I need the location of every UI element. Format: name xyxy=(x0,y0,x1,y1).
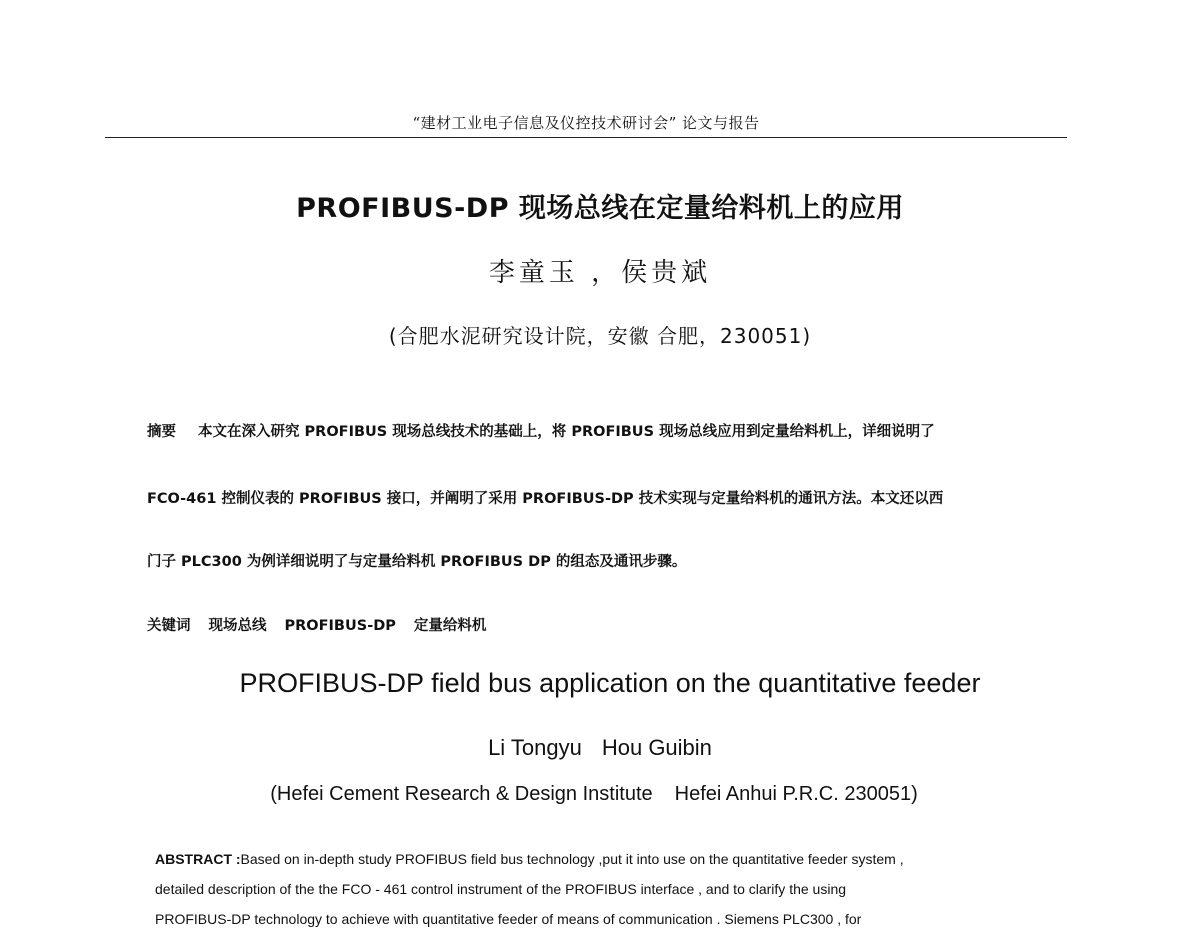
english-abstract-line-2: detailed description of the the FCO - 461 control instrument of the PROFIBUS interface , and to clarify the using xyxy=(155,881,847,897)
english-abstract-label: ABSTRACT : xyxy=(155,851,241,867)
author: Li Tongyu xyxy=(488,735,582,760)
author: Hou Guibin xyxy=(601,735,712,760)
abstract-text: 本文在深入研究 PROFIBUS 现场总线技术的基础上，将 PROFIBUS 现场总线应用到定量给料机上，详细说明了 xyxy=(198,424,935,440)
chinese-abstract-line-1 xyxy=(147,420,1087,441)
keyword: 现场总线 xyxy=(208,618,267,634)
chinese-abstract-line-2: FCO-461 控制仪表的 PROFIBUS 接口，并阐明了采用 PROFIBUS-DP 技术实现与定量给料机的通讯方法。本文还以西 xyxy=(147,491,944,507)
header-rule xyxy=(105,137,1067,138)
keyword: PROFIBUS-DP xyxy=(284,618,396,634)
affiliation-part: Hefei Anhui P.R.C. 230051) xyxy=(674,783,918,805)
running-header: “建材工业电子信息及仪控技术研讨会” 论文与报告 xyxy=(412,114,760,132)
abstract-label: 摘要 xyxy=(147,424,176,440)
english-abstract-line-3: PROFIBUS-DP technology to achieve with quantitative feeder of means of communication . Siemens PLC300 , for xyxy=(155,911,862,927)
keyword: 定量给料机 xyxy=(413,618,487,634)
english-authors xyxy=(0,735,1200,761)
english-affiliation xyxy=(0,783,1188,806)
english-abstract-line-1 xyxy=(155,851,1055,867)
english-abstract-text: Based on in-depth study PROFIBUS field bus technology ,put it into use on the quantitative feeder system , xyxy=(240,851,904,867)
chinese-abstract-line-3: 门子 PLC300 为例详细说明了与定量给料机 PROFIBUS DP 的组态及通讯步骤。 xyxy=(147,554,687,570)
english-title: PROFIBUS-DP field bus application on the quantitative feeder xyxy=(239,668,981,698)
chinese-title: PROFIBUS-DP 现场总线在定量给料机上的应用 xyxy=(296,193,904,224)
affiliation-part: (Hefei Cement Research & Design Institute xyxy=(270,783,653,805)
chinese-affiliation: (合肥水泥研究设计院，安徽 合肥，230051) xyxy=(388,324,812,348)
chinese-keywords xyxy=(147,614,504,635)
keywords-label: 关键词 xyxy=(147,618,191,634)
chinese-authors: 李童玉 ，侯贵斌 xyxy=(488,258,712,288)
